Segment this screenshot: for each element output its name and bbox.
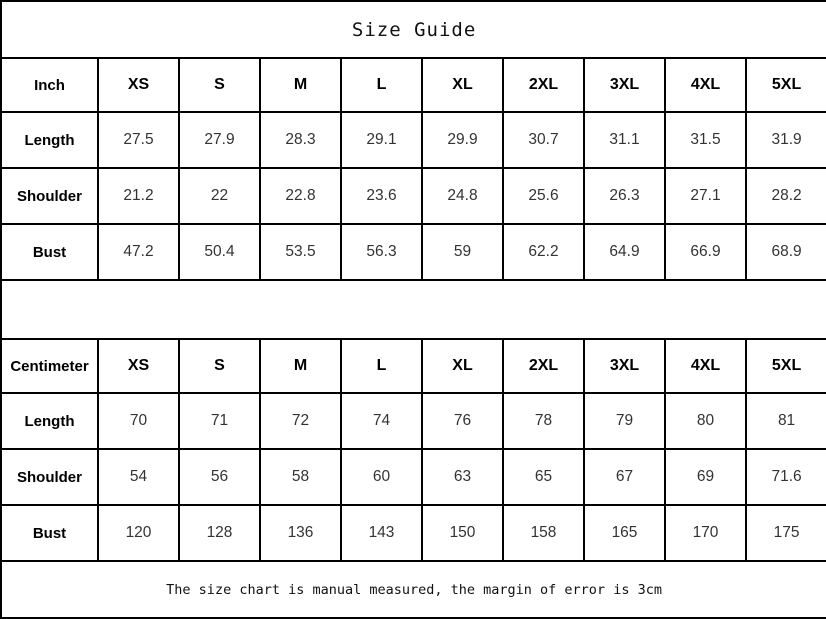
measurement-cell: 31.9 xyxy=(746,112,826,168)
row-label: Length xyxy=(1,393,98,449)
measurement-cell: 24.8 xyxy=(422,168,503,224)
measurement-cell: 70 xyxy=(98,393,179,449)
measurement-cell: 150 xyxy=(422,505,503,561)
measurement-cell: 22 xyxy=(179,168,260,224)
measurement-cell: 21.2 xyxy=(98,168,179,224)
measurement-cell: 50.4 xyxy=(179,224,260,280)
measurement-cell: 158 xyxy=(503,505,584,561)
measurement-cell: 66.9 xyxy=(665,224,746,280)
measurement-cell: 72 xyxy=(260,393,341,449)
footer-note: The size chart is manual measured, the margin of error is 3cm xyxy=(1,561,826,618)
size-header-row xyxy=(1,58,826,112)
row-label: Shoulder xyxy=(1,168,98,224)
table-row xyxy=(1,505,826,561)
measurement-cell: 62.2 xyxy=(503,224,584,280)
size-column-header: 3XL xyxy=(584,58,665,112)
measurement-cell: 53.5 xyxy=(260,224,341,280)
measurement-cell: 30.7 xyxy=(503,112,584,168)
size-column-header: XS xyxy=(98,58,179,112)
spacer-row xyxy=(1,280,826,339)
measurement-cell: 68.9 xyxy=(746,224,826,280)
measurement-cell: 59 xyxy=(422,224,503,280)
size-header-row xyxy=(1,339,826,393)
size-column-header: 5XL xyxy=(746,58,826,112)
inch-section xyxy=(1,58,826,280)
measurement-cell: 78 xyxy=(503,393,584,449)
measurement-cell: 81 xyxy=(746,393,826,449)
measurement-cell: 128 xyxy=(179,505,260,561)
unit-label: Centimeter xyxy=(1,339,98,393)
size-column-header: S xyxy=(179,58,260,112)
measurement-cell: 64.9 xyxy=(584,224,665,280)
table-row xyxy=(1,449,826,505)
row-label: Shoulder xyxy=(1,449,98,505)
table-row xyxy=(1,168,826,224)
measurement-cell: 23.6 xyxy=(341,168,422,224)
row-label: Length xyxy=(1,112,98,168)
measurement-cell: 80 xyxy=(665,393,746,449)
title-row xyxy=(1,1,826,58)
measurement-cell: 69 xyxy=(665,449,746,505)
measurement-cell: 58 xyxy=(260,449,341,505)
size-column-header: M xyxy=(260,58,341,112)
centimeter-section xyxy=(1,339,826,561)
size-column-header: 2XL xyxy=(503,339,584,393)
measurement-cell: 54 xyxy=(98,449,179,505)
measurement-cell: 60 xyxy=(341,449,422,505)
measurement-cell: 175 xyxy=(746,505,826,561)
measurement-cell: 28.2 xyxy=(746,168,826,224)
measurement-cell: 170 xyxy=(665,505,746,561)
measurement-cell: 27.1 xyxy=(665,168,746,224)
measurement-cell: 71 xyxy=(179,393,260,449)
size-column-header: 5XL xyxy=(746,339,826,393)
size-column-header: L xyxy=(341,339,422,393)
measurement-cell: 27.9 xyxy=(179,112,260,168)
size-column-header: XL xyxy=(422,339,503,393)
row-label: Bust xyxy=(1,505,98,561)
measurement-cell: 165 xyxy=(584,505,665,561)
size-column-header: 4XL xyxy=(665,58,746,112)
measurement-cell: 136 xyxy=(260,505,341,561)
measurement-cell: 76 xyxy=(422,393,503,449)
table-row xyxy=(1,224,826,280)
measurement-cell: 143 xyxy=(341,505,422,561)
measurement-cell: 31.5 xyxy=(665,112,746,168)
measurement-cell: 67 xyxy=(584,449,665,505)
measurement-cell: 71.6 xyxy=(746,449,826,505)
size-column-header: S xyxy=(179,339,260,393)
measurement-cell: 27.5 xyxy=(98,112,179,168)
measurement-cell: 29.1 xyxy=(341,112,422,168)
measurement-cell: 28.3 xyxy=(260,112,341,168)
footer-row xyxy=(1,561,826,618)
size-column-header: M xyxy=(260,339,341,393)
row-label: Bust xyxy=(1,224,98,280)
measurement-cell: 22.8 xyxy=(260,168,341,224)
measurement-cell: 26.3 xyxy=(584,168,665,224)
unit-label: Inch xyxy=(1,58,98,112)
size-column-header: 2XL xyxy=(503,58,584,112)
size-column-header: XL xyxy=(422,58,503,112)
measurement-cell: 56.3 xyxy=(341,224,422,280)
size-column-header: 4XL xyxy=(665,339,746,393)
spacer-cell xyxy=(1,280,826,339)
size-column-header: 3XL xyxy=(584,339,665,393)
size-column-header: XS xyxy=(98,339,179,393)
table-row xyxy=(1,393,826,449)
measurement-cell: 56 xyxy=(179,449,260,505)
measurement-cell: 65 xyxy=(503,449,584,505)
size-column-header: L xyxy=(341,58,422,112)
measurement-cell: 29.9 xyxy=(422,112,503,168)
measurement-cell: 74 xyxy=(341,393,422,449)
measurement-cell: 31.1 xyxy=(584,112,665,168)
page-title: Size Guide xyxy=(1,1,826,58)
table-row xyxy=(1,112,826,168)
measurement-cell: 79 xyxy=(584,393,665,449)
measurement-cell: 63 xyxy=(422,449,503,505)
measurement-cell: 25.6 xyxy=(503,168,584,224)
measurement-cell: 120 xyxy=(98,505,179,561)
measurement-cell: 47.2 xyxy=(98,224,179,280)
